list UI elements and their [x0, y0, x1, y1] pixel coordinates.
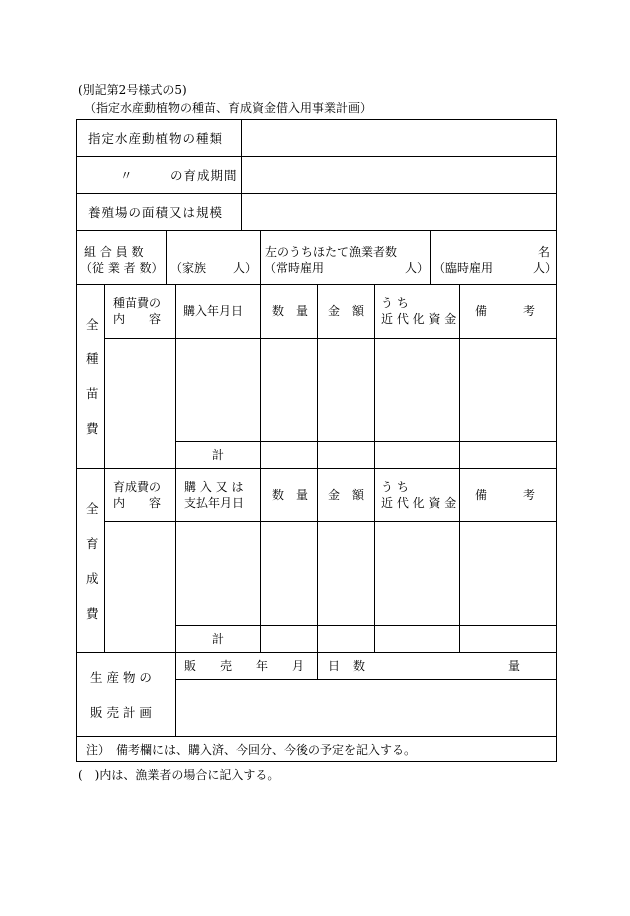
form-title: （指定水産動植物の種苗、育成資金借入用事業計画） [84, 101, 373, 115]
member-count-sub: （従 業 者 数） [80, 261, 164, 275]
area-label: 養殖場の面積又は規模 [88, 205, 224, 220]
sales-label-1: 生 産 物 の [90, 670, 152, 685]
temp-employ-unit: 人） [533, 261, 558, 275]
growth-date-label-2: 支払年月日 [184, 496, 245, 510]
seed-modern-label-1: う ち [381, 296, 409, 310]
period-label: の育成期間 [170, 168, 238, 183]
regular-employ-label: （常時雇用 [264, 261, 325, 275]
note-parentheses: ( )内は、漁業者の場合に記入する。 [78, 768, 280, 782]
growth-side-4: 費 [86, 606, 99, 621]
growth-side-2: 育 [86, 536, 99, 551]
temp-employ-label: （臨時雇用 [433, 261, 494, 275]
seed-side-2: 種 [86, 351, 99, 366]
growth-modern-label-2: 近 代 化 資 金 [381, 496, 457, 510]
seed-modern-label-2: 近 代 化 資 金 [381, 312, 457, 326]
form-number: (別記第2号様式の5) [78, 83, 187, 97]
regular-employ-unit: 人） [405, 261, 430, 275]
seed-total-label: 計 [212, 448, 225, 462]
growth-side-3: 成 [86, 571, 99, 586]
sales-qty-header-2: 量 [508, 659, 521, 673]
seed-date-label: 購入年月日 [183, 304, 244, 318]
seed-content-label-2: 内 容 [113, 312, 162, 326]
member-count-label: 組 合 員 数 [84, 245, 144, 259]
info-divider [241, 119, 242, 230]
growth-content-label-2: 内 容 [113, 496, 162, 510]
scallop-fisher-label: 左のうちほたて漁業者数 [265, 245, 398, 259]
growth-amount-label: 金 額 [328, 488, 365, 502]
seed-content-label-1: 種苗費の [113, 296, 162, 310]
note-remarks: 注） 備考欄には、購入済、今回分、今後の予定を記入する。 [86, 743, 417, 757]
sales-qty-header-1: 数 [353, 659, 366, 673]
seed-side-3: 苗 [86, 386, 99, 401]
species-label: 指定水産動植物の種類 [88, 131, 224, 146]
period-ditto: 〃 [120, 168, 133, 183]
growth-remarks-label: 備 考 [475, 488, 536, 502]
seed-side-1: 全 [86, 317, 99, 332]
sales-label-2: 販 売 計 画 [90, 705, 152, 720]
seed-side-4: 費 [86, 421, 99, 436]
growth-date-label-1: 購 入 又 は [184, 480, 244, 494]
growth-content-label-1: 育成費の [113, 480, 162, 494]
name-unit: 名 [538, 245, 551, 259]
growth-modern-label-1: う ち [381, 480, 409, 494]
growth-total-label: 計 [212, 632, 225, 646]
family-label: （家族 [170, 261, 207, 275]
family-unit: 人） [233, 261, 258, 275]
seed-qty-label: 数 量 [272, 304, 309, 318]
sales-date-header: 販 売 年 月 日 [184, 659, 341, 673]
growth-side-1: 全 [86, 501, 99, 516]
growth-qty-label: 数 量 [272, 488, 309, 502]
seed-amount-label: 金 額 [328, 304, 365, 318]
seed-remarks-label: 備 考 [475, 304, 536, 318]
